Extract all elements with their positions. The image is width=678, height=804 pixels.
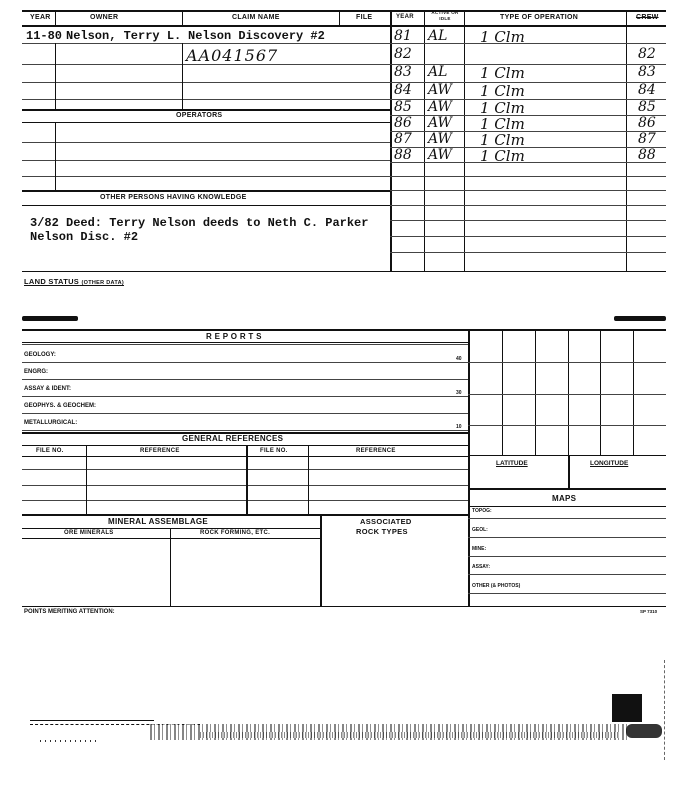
log-operation: 1 Clm	[480, 64, 525, 82]
log-status: AW	[428, 131, 452, 147]
col-year-header: YEAR	[30, 14, 51, 21]
log-operation: 1 Clm	[480, 99, 525, 117]
report-row-divider	[22, 396, 468, 397]
log-year: 87	[394, 131, 412, 147]
col-operation-header: TYPE OF OPERATION	[500, 14, 579, 21]
report-row-label: GEOLOGY:	[24, 352, 56, 358]
form-code: SP 7310	[640, 609, 658, 614]
log-crew: 86	[638, 115, 656, 131]
map-row-divider	[468, 518, 666, 519]
log-crew: 84	[638, 82, 656, 98]
map-row-label: TOPOG:	[472, 508, 492, 514]
log-operation: 1 Clm	[480, 131, 525, 149]
report-row-label: ENGRG:	[24, 369, 48, 375]
col-crew-header: CREW	[636, 14, 659, 21]
other-persons-label: OTHER PERSONS HAVING KNOWLEDGE	[100, 194, 247, 201]
land-status-title: LAND STATUS	[24, 277, 80, 286]
log-crew: 88	[638, 147, 656, 163]
reports-title: R E P O R T S	[206, 332, 262, 341]
mineral-assemblage-title: MINERAL ASSEMBLAGE	[108, 517, 209, 526]
points-meriting-attention-label: POINTS MERITING ATTENTION:	[24, 609, 115, 615]
map-row-label: ASSAY:	[472, 564, 491, 570]
associated-rock-types-line1: ASSOCIATED	[360, 517, 412, 526]
log-year: 86	[394, 115, 412, 131]
latitude-label: LATITUDE	[496, 460, 528, 467]
ore-minerals-header: ORE MINERALS	[64, 530, 114, 536]
ink-smudge-right	[614, 316, 666, 321]
land-status-label	[24, 277, 124, 286]
log-operation: 1 Clm	[480, 82, 525, 100]
col-active-idle-header: ACTIVE OR IDLE	[431, 10, 459, 21]
log-operation: 1 Clm	[480, 28, 525, 46]
log-crew: 85	[638, 99, 656, 115]
map-row-label: GEOL:	[472, 527, 488, 533]
ref-col-file-no: FILE NO.	[36, 448, 64, 454]
maps-title: MAPS	[552, 494, 577, 503]
report-row-divider	[22, 430, 468, 431]
log-year: 83	[394, 64, 412, 80]
report-row-label: GEOPHYS. & GEOCHEM:	[24, 403, 97, 409]
operators-label: OPERATORS	[176, 112, 223, 119]
log-status: AW	[428, 115, 452, 131]
ref-col-reference: REFERENCE	[140, 448, 180, 454]
entry-year: 11-80	[26, 29, 63, 43]
report-row-divider	[22, 413, 468, 414]
map-row-label: MINE:	[472, 546, 487, 552]
entry-serial-number: AA041567	[186, 46, 279, 65]
report-row-divider	[22, 362, 468, 363]
log-status: AL	[428, 28, 448, 44]
entry-claim-name: Nelson Discovery #2	[188, 29, 325, 43]
log-year: 81	[394, 28, 412, 44]
log-crew: 83	[638, 64, 656, 80]
report-row-number: 30	[456, 390, 462, 396]
map-row-divider	[468, 537, 666, 538]
log-crew: 87	[638, 131, 656, 147]
report-row-number: 10	[456, 424, 462, 430]
ref-col-file-no2: FILE NO.	[260, 448, 288, 454]
log-status: AL	[428, 64, 448, 80]
entry-owner: Nelson, Terry L.	[66, 29, 182, 43]
col-year2-header: YEAR	[396, 14, 414, 20]
log-year: 84	[394, 82, 412, 98]
map-row-label: OTHER (& PHOTOS)	[472, 583, 521, 589]
log-operation: 1 Clm	[480, 147, 525, 165]
log-year: 82	[394, 46, 412, 62]
map-row-divider	[468, 556, 666, 557]
rock-forming-header: ROCK FORMING, ETC.	[200, 530, 271, 536]
report-row-divider	[22, 379, 468, 380]
longitude-label: LONGITUDE	[590, 460, 629, 467]
report-row-label: METALLURGICAL:	[24, 420, 78, 426]
col-claim-name-header: CLAIM NAME	[232, 14, 280, 21]
col-owner-header: OWNER	[90, 14, 119, 21]
deed-note-line2: Nelson Disc. #2	[30, 230, 139, 244]
ref-col-reference2: REFERENCE	[356, 448, 396, 454]
map-row-divider	[468, 593, 666, 594]
log-crew: 82	[638, 46, 656, 62]
deed-note-line1: 3/82 Deed: Terry Nelson deeds to Neth C. Parker	[30, 216, 369, 230]
col-file-header: FILE	[356, 14, 373, 21]
log-status: AW	[428, 82, 452, 98]
log-status: AW	[428, 99, 452, 115]
black-square-mark	[612, 694, 642, 722]
log-status: AW	[428, 147, 452, 163]
report-row-number: 40	[456, 356, 462, 362]
log-year: 88	[394, 147, 412, 163]
general-references-title: GENERAL REFERENCES	[182, 434, 284, 443]
associated-rock-types-line2: ROCK TYPES	[356, 527, 408, 536]
map-row-divider	[468, 574, 666, 575]
land-status-subtitle: (OTHER DATA)	[81, 280, 124, 286]
report-row-label: ASSAY & IDENT:	[24, 386, 72, 392]
log-operation: 1 Clm	[480, 115, 525, 133]
log-year: 85	[394, 99, 412, 115]
ink-smudge-left	[22, 316, 78, 321]
